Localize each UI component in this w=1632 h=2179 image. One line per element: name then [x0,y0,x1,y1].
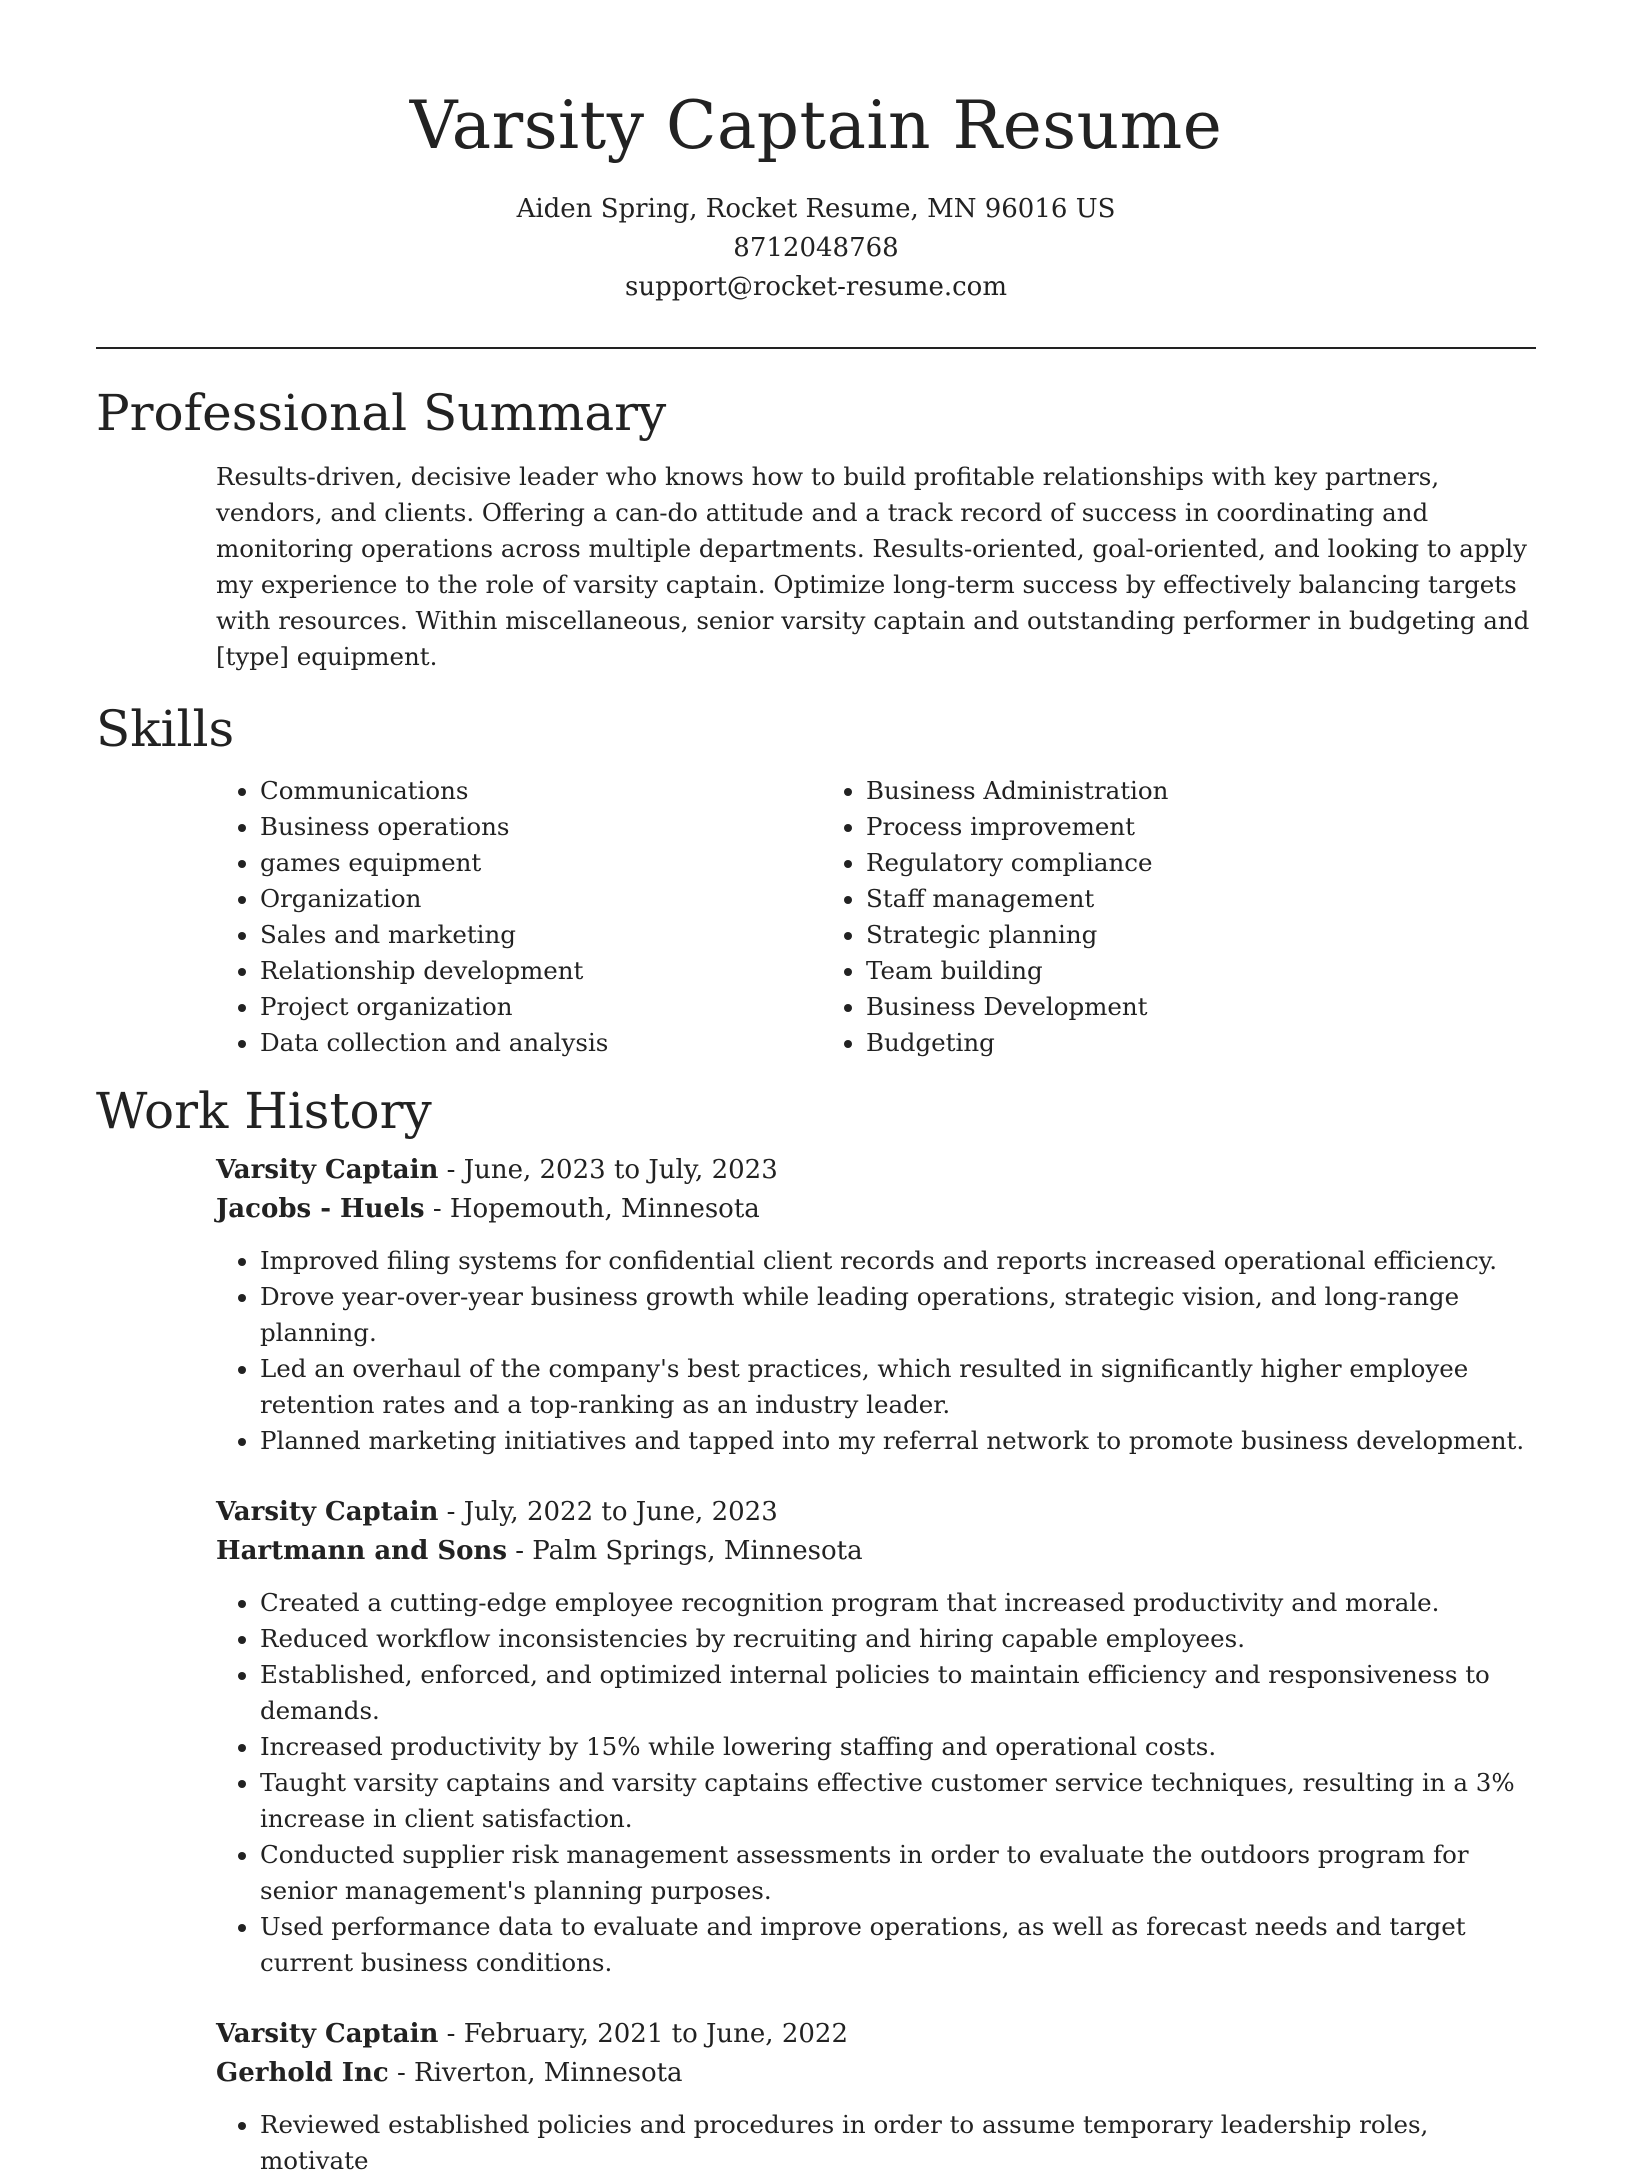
skills-section [96,699,1536,1061]
skills-heading: Skills [96,700,235,758]
job-bullet: • Reduced workflow inconsistencies by recruiting and hiring capable employees. [260,1621,1536,1657]
contact-email: support@rocket-resume.com [624,272,1007,302]
skills-list-left [216,773,822,1061]
skill-item: • Business Administration [866,773,1428,809]
job-title-line [216,1151,1536,1190]
skills-columns [216,773,1536,1061]
job-bullet: • Increased productivity by 15% while lowering staffing and operational costs. [260,1729,1536,1765]
job-bullet: • Led an overhaul of the company's best practices, which resulted in significantly higher employee retention rates and a top-ranking as an industry leader. [260,1351,1536,1423]
skill-item: • Organization [260,881,822,917]
job-company-line [216,1190,1536,1229]
skills-list-right [822,773,1428,1061]
job-dates: - June, 2023 to July, 2023 [438,1155,778,1185]
job-title: Varsity Captain [216,2019,439,2049]
resume-title: Varsity Captain Resume [409,87,1223,164]
skill-item: • Communications [260,773,822,809]
job-company-line [216,2054,1536,2093]
job-bullet: • Planned marketing initiatives and tapped into my referral network to promote business development. [260,1423,1536,1459]
skill-item: • Business operations [260,809,822,845]
header-divider [96,347,1536,349]
job-dates: - July, 2022 to June, 2023 [438,1497,778,1527]
job-bullets [216,1243,1536,1459]
job-bullet: • Created a cutting-edge employee recognition program that increased productivity and morale. [260,1585,1536,1621]
job-location: - Hopemouth, Minnesota [424,1194,760,1224]
job-company: Jacobs - Huels [216,1194,425,1224]
job-location: - Palm Springs, Minnesota [506,1536,863,1566]
job-title: Varsity Captain [216,1155,439,1185]
skill-item: • Business Development [866,989,1428,1025]
job-bullet: • Established, enforced, and optimized internal policies to maintain efficiency and responsiveness to demands. [260,1657,1536,1729]
job-company: Gerhold Inc [216,2058,389,2088]
job-entry [216,2015,1536,2179]
job-bullet: • Conducted supplier risk management assessments in order to evaluate the outdoors program for senior management's planning purposes. [260,1837,1536,1909]
job-entry [216,1493,1536,1981]
job-title-line [216,1493,1536,1532]
job-bullets [216,1585,1536,1981]
job-bullet: • Used performance data to evaluate and improve operations, as well as forecast needs and target current business conditions. [260,1909,1536,1981]
summary-text: Results-driven, decisive leader who knows how to build profitable relationships with key partners, vendors, and clients. Offering a can-do attitude and a track record of success in coordinating and monitoring operations across multiple departments. Results-oriented, goal-oriented, and looking to apply my experience to the role of varsity captain. Optimize long-term success by effectively balancing targets with resources. Within miscellaneous, senior varsity captain and outstanding performer in budgeting and [type] equipment. [216,462,1530,671]
job-entry [216,1151,1536,1459]
job-title-line [216,2015,1536,2054]
skill-item: • Budgeting [866,1025,1428,1061]
skill-item: • Strategic planning [866,917,1428,953]
work-history-section [96,1081,1536,2179]
job-bullet: • Improved filing systems for confidential client records and reports increased operational efficiency. [260,1243,1536,1279]
skill-item: • Sales and marketing [260,917,822,953]
job-location: - Riverton, Minnesota [388,2058,683,2088]
job-bullets [216,2107,1536,2179]
job-bullet: • Drove year-over-year business growth while leading operations, strategic vision, and long-range planning. [260,1279,1536,1351]
job-company-line [216,1532,1536,1571]
skill-item: • Data collection and analysis [260,1025,822,1061]
resume-page [96,0,1536,2179]
job-bullet: • Taught varsity captains and varsity captains effective customer service techniques, resulting in a 3% increase in client satisfaction. [260,1765,1536,1837]
job-title: Varsity Captain [216,1497,439,1527]
resume-header [96,0,1536,307]
skill-item: • Regulatory compliance [866,845,1428,881]
skill-item: • Staff management [866,881,1428,917]
job-dates: - February, 2021 to June, 2022 [438,2019,849,2049]
contact-phone: 8712048768 [733,233,899,263]
skill-item: • Relationship development [260,953,822,989]
summary-section [96,383,1536,675]
job-bullet: • Reviewed established policies and procedures in order to assume temporary leadership roles, motivate [260,2107,1536,2179]
contact-address: Aiden Spring, Rocket Resume, MN 96016 US [516,194,1116,224]
skill-item: • games equipment [260,845,822,881]
job-company: Hartmann and Sons [216,1536,507,1566]
skill-item: • Process improvement [866,809,1428,845]
skill-item: • Team building [866,953,1428,989]
work-history-heading: Work History [96,1082,432,1140]
skill-item: • Project organization [260,989,822,1025]
summary-heading: Professional Summary [96,384,667,442]
